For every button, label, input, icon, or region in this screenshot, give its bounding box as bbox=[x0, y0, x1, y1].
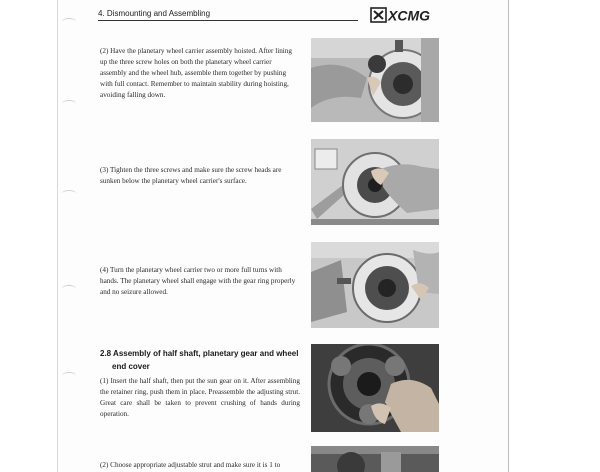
section-step-2-text: (2) Choose appropriate adjustable strut and make sure it is 1 to bbox=[100, 461, 281, 469]
photo-tightening-screws bbox=[311, 139, 439, 225]
step-4-text: (4) Turn the planetary wheel carrier two or more full turns with hands. The planetary wheel shall engage with the gear ring properly and no seizure allowed. bbox=[100, 266, 296, 296]
section-heading-line1: 2.8 Assembly of half shaft, planetary gear and wheel bbox=[100, 349, 299, 358]
photo-hoisting-carrier bbox=[311, 38, 439, 122]
punch-hole-mark bbox=[62, 18, 76, 25]
svg-text:XCMG: XCMG bbox=[388, 7, 430, 23]
punch-hole-mark bbox=[62, 372, 76, 379]
punch-hole-mark bbox=[62, 100, 76, 107]
step-3-text: (3) Tighten the three screws and make sure the screw heads are sunken below the planetary wheel carrier's surface. bbox=[100, 166, 282, 185]
photo-turning-carrier bbox=[311, 242, 439, 328]
xcmg-logo bbox=[370, 7, 450, 23]
section-heading bbox=[100, 347, 300, 373]
punch-hole-mark bbox=[62, 190, 76, 197]
header-title: 4. Dismounting and Assembling bbox=[98, 9, 211, 18]
photo-adjustable-strut bbox=[311, 446, 439, 472]
section-heading-line2: end cover bbox=[112, 362, 150, 371]
header-rule bbox=[98, 20, 358, 21]
punch-hole-mark bbox=[62, 285, 76, 292]
step-2-text: (2) Have the planetary wheel carrier assembly hoisted. After lining up the three screw holes on both the planetary wheel carrier assembly and the wheel hub, assemble them together by pushing with full contact. Remember to maintain stability during hoisting, avoiding falling down. bbox=[100, 47, 292, 99]
manual-page bbox=[57, 0, 509, 472]
photo-inserting-half-shaft bbox=[311, 344, 439, 432]
section-step-1-text: (1) Insert the half shaft, then put the sun gear on it. After assembling the retainer ring, push them in place. Preassemble the adjusting strut. Great care shall be taken to prevent crushing of hands during operation. bbox=[100, 377, 300, 418]
